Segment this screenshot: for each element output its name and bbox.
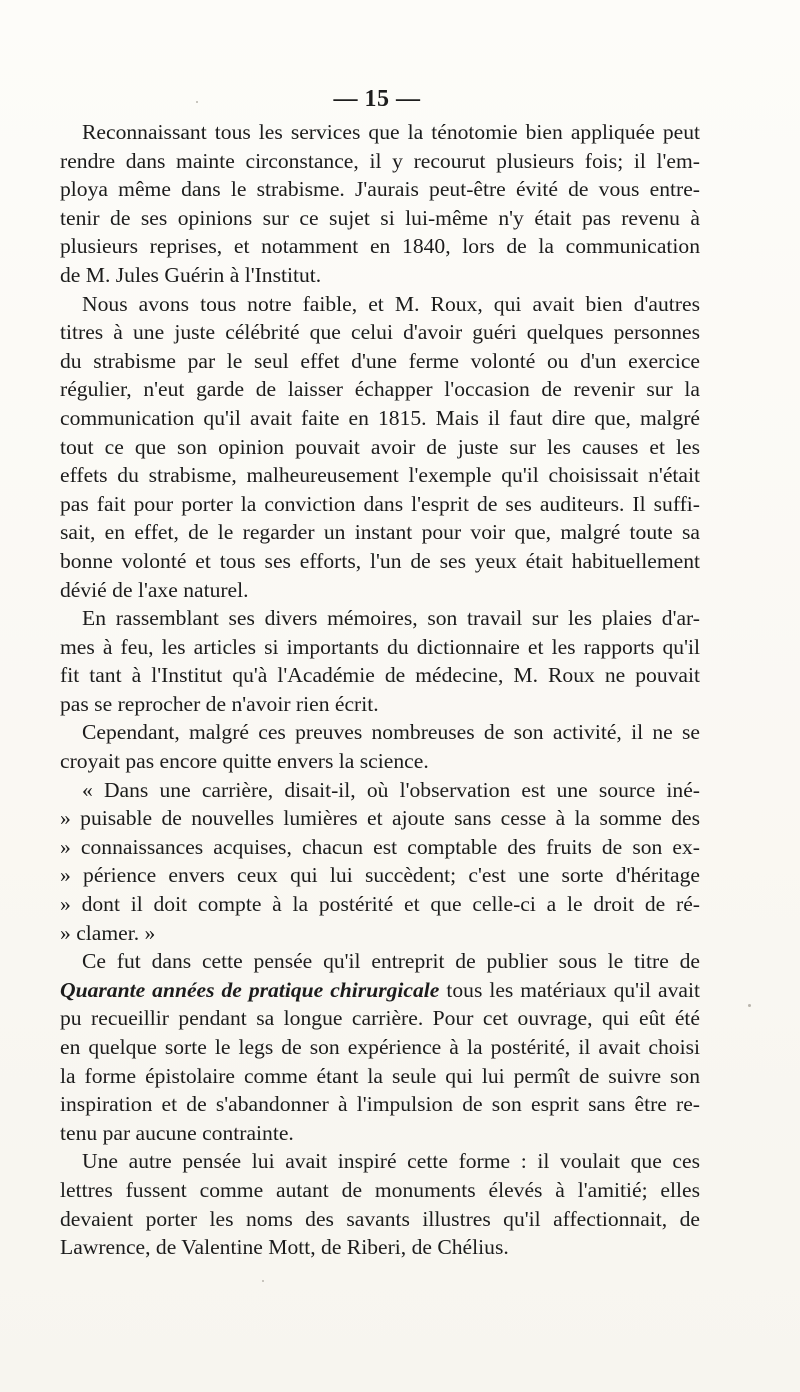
text-line: régulier, n'eut garde de laisser échapper l'occasion de revenir sur la [60, 377, 700, 402]
text-line: pas se reprocher de n'avoir rien écrit. [60, 691, 379, 716]
text-line: tenu par aucune contrainte. [60, 1120, 294, 1145]
text-line: En rassemblant ses divers mémoires, son travail sur les plaies d'ar- [82, 606, 700, 631]
paragraph-3 [60, 604, 700, 718]
paragraph-1 [60, 118, 700, 290]
text-line: communication qu'il avait faite en 1815. Mais il faut dire que, malgré [60, 405, 700, 430]
text-line: la forme épistolaire comme étant la seule qui lui permît de suivre son [60, 1063, 700, 1088]
paper-speck [196, 101, 198, 103]
paragraph-2 [60, 290, 700, 605]
body-text [60, 118, 700, 1262]
text-line: Une autre pensée lui avait inspiré cette forme : il voulait que ces [82, 1149, 700, 1174]
text-line: tenir de ses opinions sur ce sujet si lui-même n'y était pas revenu à [60, 205, 700, 230]
text-line: devaient porter les noms des savants illustres qu'il affectionnait, de [60, 1206, 700, 1231]
text-line: croyait pas encore quitte envers la science. [60, 749, 429, 774]
text-line: lettres fussent comme autant de monuments élevés à l'amitié; elles [60, 1177, 700, 1202]
text-line: Cependant, malgré ces preuves nombreuses de son activité, il ne se [82, 720, 700, 745]
text-line: rendre dans mainte circonstance, il y recourut plusieurs fois; il l'em- [60, 148, 700, 173]
text-line: titres à une juste célébrité que celui d'avoir guéri quelques personnes [60, 320, 700, 345]
text-line: plusieurs reprises, et notamment en 1840, lors de la communication [60, 234, 700, 259]
text-line: pas fait pour porter la conviction dans l'esprit de ses auditeurs. Il suffi- [60, 491, 700, 516]
paragraph-7 [60, 1147, 700, 1261]
text-line: Nous avons tous notre faible, et M. Roux, qui avait bien d'autres [82, 291, 700, 316]
text-line: Reconnaissant tous les services que la ténotomie bien appliquée peut [82, 120, 700, 144]
text-line: du strabisme par le seul effet d'une ferme volonté ou d'un exercice [60, 348, 700, 373]
text-line: fit tant à l'Institut qu'à l'Académie de médecine, M. Roux ne pouvait [60, 663, 700, 688]
paragraph-6 [60, 947, 700, 1147]
page-number: — 15 — [333, 86, 421, 112]
text-line: » connaissances acquises, chacun est comptable des fruits de son ex- [60, 834, 700, 859]
text-line: « Dans une carrière, disait-il, où l'observation est une source iné- [82, 777, 700, 802]
quotation-paragraph [60, 776, 700, 948]
text-line: sait, en effet, de le regarder un instant pour voir que, malgré toute sa [60, 520, 700, 545]
text-line: tout ce que son opinion pouvait avoir de juste sur les causes et les [60, 434, 700, 459]
text-line: Ce fut dans cette pensée qu'il entreprit de publier sous le titre de [82, 949, 700, 974]
paragraph-4 [60, 718, 700, 775]
text-line: bonne volonté et tous ses efforts, l'un de ses yeux était habituellement [60, 548, 700, 573]
text-line: » dont il doit compte à la postérité et que celle-ci a le droit de ré- [60, 892, 700, 917]
text-line: » puisable de nouvelles lumières et ajoute sans cesse à la somme des [60, 806, 700, 831]
paper-speck [262, 1280, 264, 1282]
text-line: pu recueillir pendant sa longue carrière. Pour cet ouvrage, qui eût été [60, 1006, 700, 1031]
text-fragment: tous les matériaux qu'il avait [446, 977, 700, 1002]
text-line: inspiration et de s'abandonner à l'impulsion de son esprit sans être re- [60, 1092, 700, 1117]
text-line: dévié de l'axe naturel. [60, 577, 249, 602]
text-line: » périence envers ceux qui lui succèdent; c'est une sorte d'héritage [60, 863, 700, 888]
text-line: mes à feu, les articles si importants du dictionnaire et les rapports qu'il [60, 634, 700, 659]
text-line-with-title [60, 976, 700, 1005]
text-line: en quelque sorte le legs de son expérience à la postérité, il avait choisi [60, 1035, 700, 1059]
text-line: Lawrence, de Valentine Mott, de Riberi, de Chélius. [60, 1235, 509, 1260]
text-line: » clamer. » [60, 920, 156, 945]
text-line: effets du strabisme, malheureusement l'exemple qu'il choisissait n'était [60, 463, 700, 488]
text-line: de M. Jules Guérin à l'Institut. [60, 262, 322, 287]
paper-speck [748, 1004, 751, 1007]
text-line: ploya même dans le strabisme. J'aurais peut-être évité de vous entre- [60, 177, 700, 202]
book-title: Quarante années de pratique chirurgicale [60, 977, 440, 1002]
